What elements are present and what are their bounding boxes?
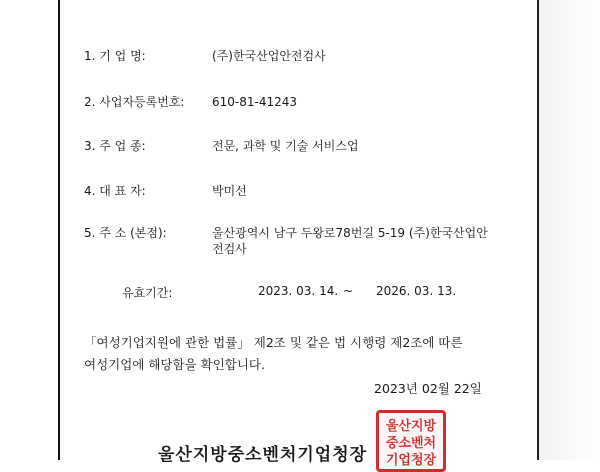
field-value: 박미선 <box>212 184 247 198</box>
svg-text:기업청장: 기업청장 <box>385 453 437 468</box>
field-main-industry <box>84 138 359 154</box>
field-label: 1. 기 업 명: <box>84 49 146 63</box>
official-seal-stamp <box>376 410 446 472</box>
field-label: 2. 사업자등록번호: <box>84 95 185 109</box>
page-margin-shadow <box>539 0 600 460</box>
seal-icon <box>379 413 443 469</box>
validity-start: 2023. 03. 14. <box>258 284 339 298</box>
field-label: 3. 주 업 종: <box>84 139 146 153</box>
svg-text:울산지방: 울산지방 <box>385 419 437 434</box>
validity-label: 유효기간: <box>122 286 173 300</box>
validity-end: 2026. 03. 13. <box>376 284 457 298</box>
issuer-name: 울산지방중소벤처기업청장 <box>158 445 368 465</box>
page-border-left <box>58 0 60 460</box>
statement-line-2: 여성기업에 해당함을 확인합니다. <box>84 357 265 372</box>
field-label: 4. 대 표 자: <box>84 184 146 198</box>
field-company-name <box>84 48 326 64</box>
field-label: 5. 주 소 (본점): <box>84 226 167 240</box>
svg-text:중소벤처: 중소벤처 <box>385 436 437 451</box>
validity-separator: ~ <box>343 284 354 298</box>
field-address <box>84 225 488 256</box>
field-representative <box>84 183 247 199</box>
field-value: 전문, 과학 및 기술 서비스업 <box>212 139 359 153</box>
field-business-number <box>84 94 298 110</box>
field-value-continued: 전검사 <box>212 242 247 256</box>
field-value: 610-81-41243 <box>212 95 298 109</box>
field-value: 울산광역시 남구 두왕로78번길 5-19 (주)한국산업안 <box>212 226 488 240</box>
statement-line-1: 「여성기업지원에 관한 법률」 제2조 및 같은 법 시행령 제2조에 따른 <box>84 335 463 350</box>
issue-date: 2023년 02월 22일 <box>374 381 482 396</box>
field-value: (주)한국산업안전검사 <box>212 49 326 63</box>
